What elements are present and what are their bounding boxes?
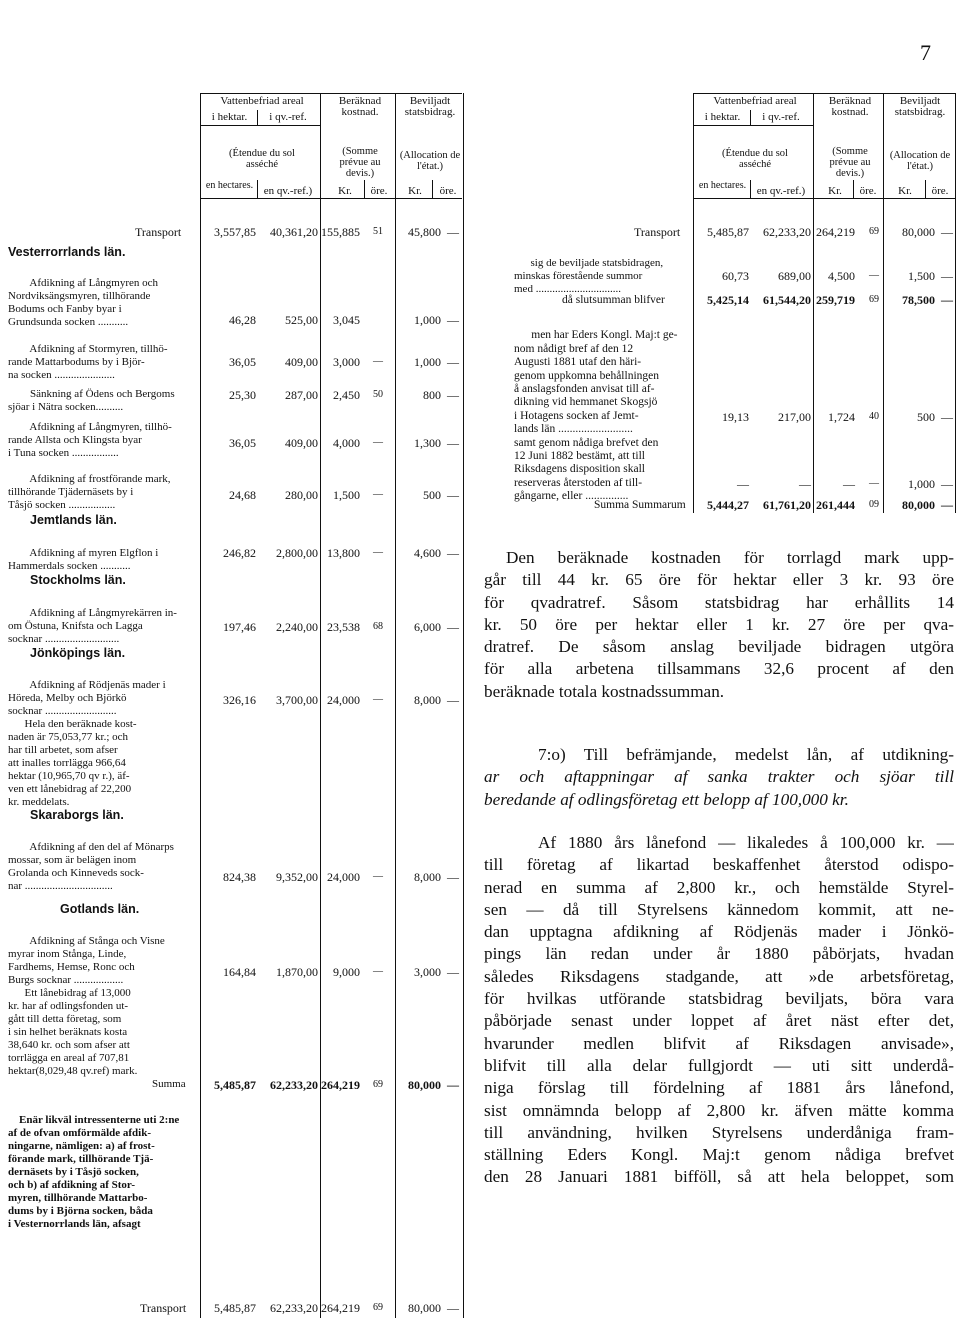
paragraph-3	[484, 832, 954, 1189]
cell-cost-ore: —	[373, 356, 383, 367]
cell-grant-kr: 80,000	[408, 1301, 441, 1315]
cell-area: 5,485,87	[214, 1301, 256, 1315]
cell-qvref: 61,544,20	[763, 293, 811, 307]
cell-grant-kr: 1,300	[414, 436, 441, 450]
cell-cost-kr: 3,045	[333, 313, 360, 327]
cell-area: 25,30	[229, 388, 256, 402]
text-line: om Östuna, Knifsta och Lagga	[8, 620, 143, 632]
text-line: Riksdagens disposition skall	[514, 463, 645, 476]
text-line: Grolanda och Kinneveds sock-	[8, 867, 144, 879]
cell-qvref: 217,00	[778, 410, 811, 424]
slut-label: då slutsumman blifver	[562, 294, 665, 306]
left-note	[8, 1101, 179, 1244]
text-line: blifvit till alla delar fullgjordt — uti sitt underdå-	[484, 1055, 954, 1075]
text-line: ställning Eders Kongl. Maj:t genom nådiga brefvet	[484, 1145, 954, 1165]
text-line: dums by i Björna socken, båda	[8, 1205, 153, 1217]
cell-qvref: 689,00	[778, 269, 811, 283]
header-qvref: i qv.-ref.	[762, 111, 800, 123]
text-line: Afdikning af frostförande mark,	[29, 473, 171, 485]
text-line: och b) af afdikning af Stor-	[8, 1179, 136, 1191]
text-line: Bodums och Fanby byar i	[8, 303, 122, 315]
cell-cost-kr: 4,000	[333, 436, 360, 450]
cell-grant-kr: 6,000	[414, 620, 441, 634]
paragraph-2	[484, 744, 954, 811]
cell-grant-kr: 1,000	[414, 313, 441, 327]
text-line: i Hotagens socken af Jemt-	[514, 409, 639, 422]
section-heading: Jemtlands län.	[30, 513, 117, 527]
cell-qvref: 409,00	[285, 436, 318, 450]
text-line: sjöar i Nätra socken..........	[8, 401, 124, 413]
text-line: gångarne, eller ...............	[514, 490, 629, 503]
text-line: myren, tillhörande Mattarbo-	[8, 1192, 148, 1204]
cell-area: 5,485,87	[707, 225, 749, 239]
section-heading: Vesterrorrlands län.	[8, 245, 126, 259]
header-area: Vattenbefriad areal	[713, 95, 797, 107]
text-line: nom nådigt bref af den 12	[514, 342, 634, 355]
text-line: i Vesternorrlands län, afsagt	[8, 1218, 141, 1230]
header-allocation: (Allocation de l'état.)	[399, 150, 461, 172]
cell-grant-kr: 80,000	[408, 1078, 441, 1092]
text-line: dratref. De såsom anslag beviljade bidragen utgöra	[484, 637, 954, 657]
header-somme: (Somme prévue au devis.)	[829, 146, 871, 179]
cell-grant-ore: —	[447, 1078, 459, 1092]
header-kr-1: Kr.	[338, 185, 352, 197]
text-line: för qvadratref. Såsom statsbidrag har erhållits 14	[484, 592, 954, 612]
text-line: för hvilkas utförande statsbidrag beviljats, böra vara	[484, 989, 954, 1009]
row-label	[8, 922, 165, 1091]
text-line: dikning vid hemmanet Skogsjö	[514, 396, 658, 409]
cell-qvref: 62,233,20	[763, 225, 811, 239]
cell-cost-kr: —	[843, 477, 855, 491]
cell-cost-kr: 24,000	[327, 693, 360, 707]
header-etendue: (Étendue du sol asséché	[229, 148, 295, 170]
cell-qvref: 2,800,00	[276, 546, 318, 560]
cell-qvref: 40,361,20	[270, 225, 318, 239]
right-transport-label: Transport	[634, 225, 681, 239]
cell-cost-ore: —	[373, 437, 383, 448]
cell-grant-kr: 80,000	[902, 498, 935, 512]
cell-area: 24,68	[229, 488, 256, 502]
cell-grant-kr: 45,800	[408, 225, 441, 239]
section-heading: Jönköpings län.	[30, 646, 126, 660]
text-line: sist omnämnda belopp af 2,800 kr. äfven mätte komma	[484, 1100, 954, 1120]
text-line: till företag af likartad beskaffenhet återstod odispo-	[484, 855, 954, 875]
header-cost: Beräknad kostnad.	[338, 95, 382, 118]
text-line: har till arbetet, som afser	[8, 744, 118, 756]
text-line: rande Mattarbodums by i Björ-	[8, 356, 145, 368]
text-line: sig de beviljade statsbidragen,	[530, 257, 664, 269]
cell-cost-kr: 4,500	[828, 269, 855, 283]
text-line: rande Allsta och Klingsta byar	[8, 434, 142, 446]
cell-qvref: 1,870,00	[276, 965, 318, 979]
text-line: Den beräknade kostnaden för torrlagd mark upp-	[506, 548, 954, 567]
cell-cost-kr: 24,000	[327, 870, 360, 884]
cell-qvref: 525,00	[285, 313, 318, 327]
text-line: Ett lånebidrag af 13,000	[8, 987, 131, 999]
cell-grant-ore: —	[447, 1301, 459, 1315]
text-line: Tåsjö socken .................	[8, 499, 116, 511]
text-line: påbörjade senast under loppet af året näst efter det,	[484, 1011, 954, 1031]
text-line: hektar (10,965,70 qv r.), äf-	[8, 770, 130, 782]
cell-area: 3,557,85	[214, 225, 256, 239]
text-line: naden är 75,053,77 kr.; och	[8, 731, 129, 743]
text-line: Afdikning af Långmyren och	[29, 277, 159, 289]
header-ore-2: öre.	[439, 185, 457, 197]
text-line: kr. 50 öre per hektar eller 1 kr. 27 öre per qva-	[484, 614, 954, 634]
header-kr-2: Kr.	[898, 185, 912, 197]
header-grant: Beviljadt statsbidrag.	[404, 95, 456, 118]
text-line: samt genom nådiga brefvet den	[514, 436, 659, 449]
cell-grant-kr: 3,000	[414, 965, 441, 979]
cell-grant-ore: —	[941, 477, 953, 491]
cell-grant-kr: 8,000	[414, 693, 441, 707]
text-line: Hela den beräknade kost-	[8, 718, 137, 730]
cell-grant-ore: —	[941, 225, 953, 239]
text-line: 38,640 kr. och som afser att	[8, 1039, 130, 1051]
text-line: till användning, hvilken Styrelsens underdåniga fram-	[484, 1122, 954, 1142]
text-line: Fardhems, Hemse, Ronc och	[8, 961, 135, 973]
cell-grant-kr: 80,000	[902, 225, 935, 239]
cell-qvref: 287,00	[285, 388, 318, 402]
text-line: beräknade totala kostnadssumman.	[484, 681, 725, 701]
cell-qvref: 62,233,20	[270, 1301, 318, 1315]
cell-cost-ore: —	[373, 871, 383, 882]
cell-area: 19,13	[722, 410, 749, 424]
cell-area: 197,46	[223, 620, 256, 634]
text-line: dan upptagna afdikning af Rödjenäs mader i Jönkö-	[484, 922, 954, 942]
cell-cost-kr: 2,450	[333, 388, 360, 402]
text-line: i sin helhet beräknats kosta	[8, 1026, 128, 1038]
text-line: nar ................................	[8, 880, 113, 892]
cell-cost-kr: 1,500	[333, 488, 360, 502]
text-line: dernäsets by i Tåsjö socken,	[8, 1166, 139, 1178]
text-line: Afdikning af Rödjenäs mader i	[29, 679, 166, 691]
cell-cost-ore: 69	[869, 226, 879, 237]
left-bottom-transport-label: Transport	[140, 1301, 187, 1315]
header-area: Vattenbefriad areal	[220, 95, 304, 107]
text-line: med ...............................	[514, 283, 621, 295]
text-line: kr. meddelats.	[8, 796, 70, 808]
paragraph-1	[484, 547, 954, 703]
cell-grant-ore: —	[941, 269, 953, 283]
text-line: myrar inom Stånga, Linde,	[8, 948, 127, 960]
cell-grant-ore: —	[447, 355, 459, 369]
text-line: den 28 Januari 1881 bifföll, så att hela beloppet, som	[484, 1167, 954, 1187]
cell-grant-ore: —	[447, 225, 459, 239]
cell-cost-kr: 3,000	[333, 355, 360, 369]
cell-cost-kr: 155,885	[321, 225, 360, 239]
header-kr-1: Kr.	[828, 185, 842, 197]
cell-area: 5,444,27	[707, 498, 749, 512]
cell-area: 326,16	[223, 693, 256, 707]
cell-grant-kr: 500	[917, 410, 935, 424]
section-heading: Gotlands län.	[60, 902, 140, 916]
cell-cost-ore: —	[869, 478, 879, 489]
cell-grant-kr: 4,600	[414, 546, 441, 560]
header-en-hectares: en hectares.	[698, 180, 747, 191]
cell-grant-kr: 78,500	[902, 293, 935, 307]
cell-cost-ore: —	[373, 694, 383, 705]
text-line: nerad en summa af 2,800 kr., och hemstälde Styrel-	[484, 877, 954, 897]
cell-cost-ore: —	[373, 547, 383, 558]
text-line: Höreda, Melby och Björkö	[8, 692, 127, 704]
cell-qvref: 62,233,20	[270, 1078, 318, 1092]
text-line: Hammerdals socken ...........	[8, 560, 131, 572]
text-line: reserveras återstoden af till-	[514, 476, 643, 489]
cell-cost-kr: 1,724	[828, 410, 855, 424]
cell-grant-ore: —	[447, 693, 459, 707]
header-ore-1: öre.	[859, 185, 877, 197]
cell-cost-ore: 51	[373, 226, 383, 237]
text-line: Nordviksängsmyren, tillhörande	[8, 290, 151, 302]
header-hektar: i hektar.	[704, 111, 741, 123]
cell-cost-ore: —	[373, 489, 383, 500]
text-line: gått till detta företag, som	[8, 1013, 122, 1025]
text-line: genom uppkomna behållningen	[514, 369, 659, 382]
text-line: torrlägga en areal af 707,81	[8, 1052, 130, 1064]
header-grant: Beviljadt statsbidrag.	[894, 95, 946, 118]
cell-cost-ore: —	[869, 270, 879, 281]
header-somme: (Somme prévue au devis.)	[339, 146, 381, 179]
text-line: i Tuna socken .................	[8, 447, 119, 459]
text-line: Afdikning af Stånga och Visne	[29, 935, 165, 947]
text-line: na socken ......................	[8, 369, 115, 381]
cell-cost-kr: 23,538	[327, 620, 360, 634]
header-en-hectares: en hectares.	[205, 180, 254, 191]
text-line: kr. har af odlingsfonden ut-	[8, 1000, 129, 1012]
text-line: ar och aftappningar af sanka trakter och sjöar till	[484, 767, 954, 787]
cell-qvref: 61,761,20	[763, 498, 811, 512]
cell-grant-ore: —	[447, 620, 459, 634]
text-line: niga förslag till fördelning af 1881 års lånefond,	[484, 1078, 954, 1098]
cell-area: 36,05	[229, 436, 256, 450]
header-cost: Beräknad kostnad.	[828, 95, 872, 118]
cell-cost-kr: 259,719	[816, 293, 855, 307]
cell-cost-ore: 68	[373, 621, 383, 632]
text-line: Afdikning af Stormyren, tillhö-	[29, 343, 168, 355]
cell-grant-ore: —	[447, 546, 459, 560]
cell-grant-kr: 1,000	[414, 355, 441, 369]
cell-cost-kr: 13,800	[327, 546, 360, 560]
text-line: 12 Juni 1882 bestämt, att till	[514, 450, 645, 463]
text-line: Grundsunda socken ...........	[8, 316, 129, 328]
text-line: Burgs socknar ..................	[8, 974, 124, 986]
cell-cost-ore: 69	[373, 1079, 383, 1090]
cell-qvref: 409,00	[285, 355, 318, 369]
text-line: således Riksdagens stadgande, att »de arbetsföretag,	[484, 966, 954, 986]
text-line: Afdikning af den del af Mönarps	[29, 841, 174, 853]
cell-cost-ore: 50	[373, 389, 383, 400]
row-label	[514, 316, 678, 517]
text-line: å anslagsfonden anvisat till af-	[514, 383, 655, 396]
cell-grant-ore: —	[447, 965, 459, 979]
cell-area: 246,82	[223, 546, 256, 560]
text-line: att inalles torrlägga 966,64	[8, 757, 126, 769]
left-summa-label: Summa	[152, 1078, 186, 1090]
header-en-qvref: en qv.-ref.)	[756, 185, 806, 197]
text-line: socknar ...........................	[8, 633, 120, 645]
cell-cost-kr: 264,219	[321, 1301, 360, 1315]
cell-cost-ore: —	[373, 966, 383, 977]
text-line: hvarunder medlen blifvit af Riksdagen anvisade»,	[484, 1033, 954, 1053]
cell-cost-kr: 9,000	[333, 965, 360, 979]
cell-grant-ore: —	[447, 436, 459, 450]
text-line: Afdikning af myren Elgflon i	[29, 547, 159, 559]
text-line: beredande af odlingsföretag ett belopp af 100,000 kr.	[484, 789, 849, 809]
cell-area: 46,28	[229, 313, 256, 327]
text-line: 7:o) Till befrämjande, medelst lån, af utdikning-	[538, 745, 954, 764]
cell-grant-kr: 8,000	[414, 870, 441, 884]
header-kr-2: Kr.	[408, 185, 422, 197]
header-allocation: (Allocation de l'état.)	[889, 150, 951, 172]
row-label	[8, 828, 174, 906]
cell-grant-ore: —	[941, 498, 953, 512]
cell-grant-ore: —	[447, 488, 459, 502]
text-line: mossar, som är belägen inom	[8, 854, 137, 866]
cell-cost-ore: 69	[869, 294, 879, 305]
cell-qvref: 280,00	[285, 488, 318, 502]
text-line: lands län ..........................	[514, 423, 633, 436]
text-line: ven ett lånebidrag af 22,200	[8, 783, 132, 795]
header-en-qvref: en qv.-ref.)	[263, 185, 313, 197]
cell-cost-ore: 09	[869, 499, 879, 510]
cell-area: 36,05	[229, 355, 256, 369]
text-line: Af 1880 års lånefond — likaledes å 100,000 kr. —	[538, 833, 954, 852]
cell-area: 5,485,87	[214, 1078, 256, 1092]
cell-grant-ore: —	[447, 313, 459, 327]
cell-grant-ore: —	[941, 410, 953, 424]
header-hektar: i hektar.	[211, 111, 248, 123]
left-transport-label: Transport	[135, 225, 182, 239]
cell-grant-ore: —	[447, 388, 459, 402]
page-number: 7	[920, 40, 931, 65]
cell-grant-ore: —	[941, 293, 953, 307]
cell-cost-ore: 40	[869, 411, 879, 422]
cell-qvref: —	[799, 477, 811, 491]
header-etendue: (Étendue du sol asséché	[722, 148, 788, 170]
cell-grant-kr: 800	[423, 388, 441, 402]
row-label	[8, 666, 166, 822]
text-line: för alla arbetena tillsammans 32,6 procent af den	[484, 659, 954, 679]
cell-cost-kr: 261,444	[816, 498, 855, 512]
header-ore-1: öre.	[370, 185, 388, 197]
text-line: Afdikning af Långmyren, tillhö-	[29, 421, 172, 433]
cell-qvref: 9,352,00	[276, 870, 318, 884]
cell-area: 824,38	[223, 870, 256, 884]
cell-grant-kr: 500	[423, 488, 441, 502]
cell-grant-kr: 1,500	[908, 269, 935, 283]
text-line: Augusti 1881 utaf den häri-	[514, 356, 642, 369]
text-line: men har Eders Kongl. Maj:t ge-	[531, 329, 678, 342]
section-heading: Stockholms län.	[30, 573, 126, 587]
text-line: sen — då till Styrelsens kännedom kommit, att ne-	[484, 899, 954, 919]
cell-grant-ore: —	[447, 870, 459, 884]
text-line: ningarne, nämligen: a) af frost-	[8, 1140, 155, 1152]
header-qvref: i qv.-ref.	[269, 111, 307, 123]
cell-qvref: 2,240,00	[276, 620, 318, 634]
text-line: hektar(8,029,48 qv.ref) mark.	[8, 1065, 138, 1077]
text-line: socknar ..........................	[8, 705, 117, 717]
text-line: Afdikning af Långmyrekärren in-	[29, 607, 177, 619]
header-ore-2: öre.	[931, 185, 949, 197]
cell-cost-kr: 264,219	[321, 1078, 360, 1092]
cell-area: 164,84	[223, 965, 256, 979]
cell-cost-ore: 69	[373, 1302, 383, 1313]
summa-summarum-label: Summa Summarum	[594, 499, 686, 511]
text-line: Sänkning af Ödens och Bergoms	[30, 388, 175, 400]
cell-cost-kr: 264,219	[816, 225, 855, 239]
text-line: pings län redan under år 1880 påbörjats, hvadan	[484, 944, 954, 964]
text-line: tillhörande Tjädernäsets by i	[8, 486, 134, 498]
section-heading: Skaraborgs län.	[30, 808, 124, 822]
text-line: af de ofvan omförmälde afdik-	[8, 1127, 151, 1139]
cell-qvref: 3,700,00	[276, 693, 318, 707]
text-line: förande mark, tillhörande Tjä-	[8, 1153, 154, 1165]
cell-area: —	[737, 477, 749, 491]
text-line: går till 44 kr. 65 öre för hektar eller 3 kr. 93 öre	[484, 570, 954, 590]
cell-area: 60,73	[722, 269, 749, 283]
text-line: minskas förestående summor	[514, 270, 643, 282]
cell-area: 5,425,14	[707, 293, 749, 307]
text-line: Enär likväl intressenterne uti 2:ne	[19, 1114, 180, 1126]
cell-grant-kr: 1,000	[908, 477, 935, 491]
